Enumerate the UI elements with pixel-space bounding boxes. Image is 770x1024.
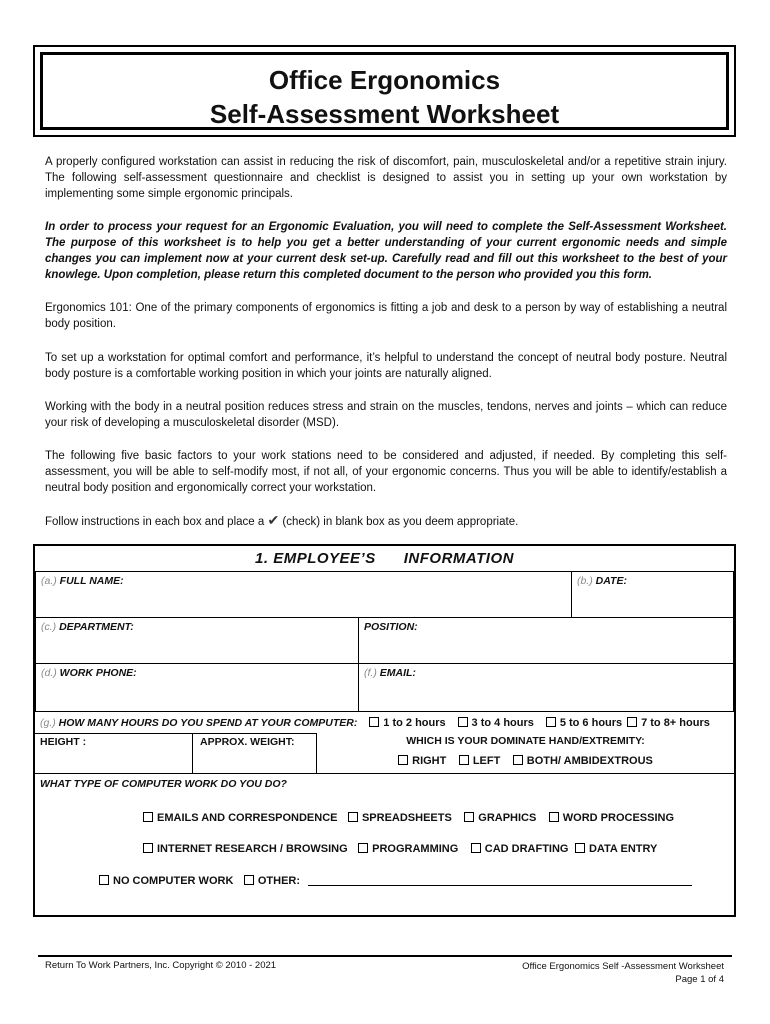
hours-option-1[interactable]: 1 to 2 hours: [369, 717, 445, 729]
title-inner-border: [40, 52, 729, 130]
divider: [35, 773, 734, 774]
work-type-question: WHAT TYPE OF COMPUTER WORK DO YOU DO?: [40, 778, 287, 790]
position-field[interactable]: [358, 617, 734, 664]
hours-question: HOW MANY HOURS DO YOU SPEND AT YOUR COMPUTER:: [58, 717, 358, 729]
footer-doc-title: Office Ergonomics Self -Assessment Worksheet: [522, 961, 724, 972]
checkbox-icon[interactable]: [458, 717, 468, 727]
email-field[interactable]: [358, 663, 734, 712]
checkbox-icon[interactable]: [143, 812, 153, 822]
checkbox-icon[interactable]: [99, 875, 109, 885]
factors-paragraph: The following five basic factors to your work stations need to be considered and adjusted, if needed. By completing this self-assessment, you will be able to self-modify most, if not all, of your ergonomic concerns. Thus you will be able to identify/establish a neutral body position and ergonomically correct your workstation.: [45, 450, 727, 494]
checkbox-icon[interactable]: [627, 717, 637, 727]
work-option-programming[interactable]: PROGRAMMING: [358, 843, 458, 855]
footer-copyright: Return To Work Partners, Inc. Copyright © 2010 - 2021: [45, 960, 277, 971]
hand-options: [317, 751, 734, 769]
hours-question-row: [40, 717, 710, 729]
section-heading: [35, 550, 734, 567]
hand-option-left[interactable]: LEFT: [459, 755, 501, 767]
checkbox-icon[interactable]: [459, 755, 469, 765]
work-option-other[interactable]: OTHER:: [244, 875, 300, 887]
checkbox-icon[interactable]: [244, 875, 254, 885]
document-title: Office Ergonomics: [268, 65, 501, 95]
date-prefix: (b.): [577, 575, 593, 587]
checkbox-icon[interactable]: [358, 843, 368, 853]
checkbox-icon[interactable]: [575, 843, 585, 853]
follow-text-post: (check) in blank box as you deem appropriate.: [282, 516, 519, 528]
hand-option-both[interactable]: BOTH/ AMBIDEXTROUS: [513, 755, 653, 767]
full-name-label: FULL NAME:: [59, 575, 124, 587]
heading-part-1: 1. EMPLOYEE’S: [255, 550, 376, 567]
work-type-row-3: [99, 871, 692, 889]
phone-prefix: (d.): [41, 667, 57, 679]
work-phone-field[interactable]: [35, 663, 359, 712]
document-subtitle: Self-Assessment Worksheet: [209, 99, 560, 129]
follow-text-pre: Follow instructions in each box and place a: [45, 516, 265, 528]
instruction-paragraph: In order to process your request for an Ergonomic Evaluation, you will need to complete the Self-Assessment Worksheet. The purpose of this worksheet is to help you get a better understanding of your current ergonomic needs and simple changes you can implement now at your current desk set-up. Carefully read and fill out this worksheet to the best of your knowlege. Upon completion, please return this completed document to the person who provided you this form.: [45, 221, 727, 281]
department-label: DEPARTMENT:: [59, 621, 134, 633]
work-option-graphics[interactable]: GRAPHICS: [464, 812, 536, 824]
hours-prefix: (g.): [40, 717, 56, 729]
date-field[interactable]: [571, 571, 734, 618]
footer-page-number: Page 1 of 4: [675, 974, 724, 985]
department-prefix: (c.): [41, 621, 57, 633]
checkbox-icon[interactable]: [143, 843, 153, 853]
title-box: [33, 45, 736, 137]
weight-label: APPROX. WEIGHT:: [200, 736, 295, 748]
other-input-line[interactable]: [308, 875, 692, 886]
intro-paragraph: A properly configured workstation can assist in reducing the risk of discomfort, pain, musculoskeletal and/or a repetitive strain injury. The following self-assessment questionnaire and checklist is designed to assist you in setting up your own workstation by implementing some simple ergonomic principals.: [45, 156, 727, 200]
work-option-internet[interactable]: INTERNET RESEARCH / BROWSING: [143, 843, 348, 855]
work-option-word-processing[interactable]: WORD PROCESSING: [549, 812, 674, 824]
checkbox-icon[interactable]: [348, 812, 358, 822]
checkbox-icon[interactable]: [471, 843, 481, 853]
weight-field[interactable]: [192, 733, 317, 774]
department-field[interactable]: [35, 617, 359, 664]
hand-option-right[interactable]: RIGHT: [398, 755, 446, 767]
follow-instructions: [45, 512, 727, 530]
full-name-prefix: (a.): [41, 575, 57, 587]
work-option-data-entry[interactable]: DATA ENTRY: [575, 843, 657, 855]
full-name-field[interactable]: [35, 571, 572, 618]
height-field[interactable]: [35, 733, 193, 774]
checkbox-icon[interactable]: [549, 812, 559, 822]
dominant-hand-area: [317, 733, 734, 774]
date-label: DATE:: [595, 575, 627, 587]
position-label: POSITION:: [364, 621, 418, 633]
hours-option-2[interactable]: 3 to 4 hours: [458, 717, 534, 729]
hours-option-3[interactable]: 5 to 6 hours: [546, 717, 622, 729]
work-option-spreadsheets[interactable]: SPREADSHEETS: [348, 812, 452, 824]
checkbox-icon[interactable]: [513, 755, 523, 765]
employee-info-section: [33, 544, 736, 917]
footer-right: [522, 960, 724, 986]
hours-option-4[interactable]: 7 to 8+ hours: [627, 717, 710, 729]
neutral-posture-paragraph: To set up a workstation for optimal comfort and performance, it’s helpful to understand the concept of neutral body posture. Neutral body posture is a comfortable working position in which your joints are naturally aligned.: [45, 352, 727, 380]
checkbox-icon[interactable]: [369, 717, 379, 727]
checkbox-icon[interactable]: [546, 717, 556, 727]
height-label: HEIGHT :: [40, 736, 87, 748]
stress-paragraph: Working with the body in a neutral position reduces stress and strain on the muscles, tendons, nerves and joints – which can reduce your risk of developing a musculoskeletal disorder (MSD).: [45, 401, 727, 429]
checkbox-icon[interactable]: [398, 755, 408, 765]
work-option-cad[interactable]: CAD DRAFTING: [471, 843, 569, 855]
work-option-no-computer[interactable]: NO COMPUTER WORK: [99, 875, 233, 887]
heading-part-2: INFORMATION: [403, 550, 514, 567]
email-prefix: (f.): [364, 667, 377, 679]
check-icon: ✔: [267, 512, 280, 528]
hand-question: WHICH IS YOUR DOMINATE HAND/EXTREMITY:: [406, 735, 645, 747]
phone-label: WORK PHONE:: [59, 667, 137, 679]
work-option-emails[interactable]: EMAILS AND CORRESPONDENCE: [143, 812, 338, 824]
work-type-row-2: [143, 839, 657, 857]
footer-rule: [38, 955, 732, 957]
email-label: EMAIL:: [379, 667, 416, 679]
checkbox-icon[interactable]: [464, 812, 474, 822]
work-type-row-1: [143, 808, 674, 826]
ergonomics-101-paragraph: Ergonomics 101: One of the primary components of ergonomics is fitting a job and desk to a person by way of establishing a neutral body position.: [45, 302, 727, 330]
